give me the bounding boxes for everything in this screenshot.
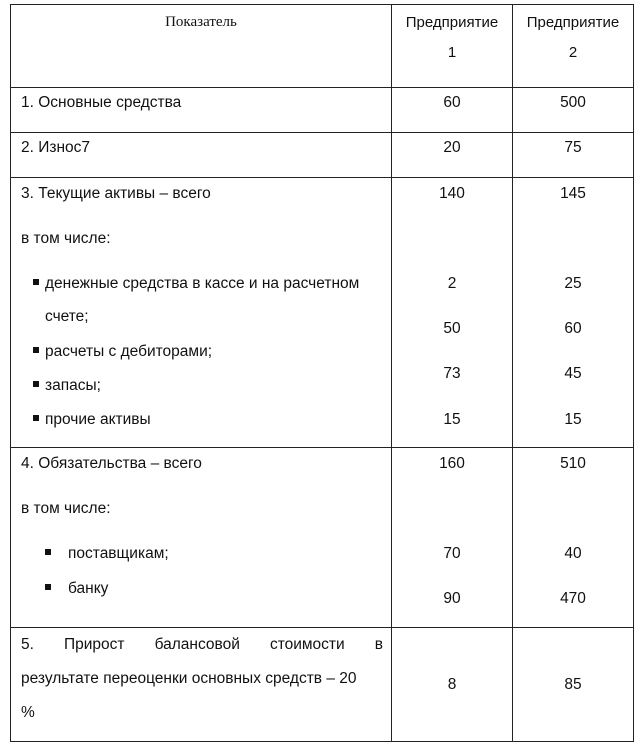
table-header-row	[11, 5, 634, 88]
row-depreciation-v1-cell	[392, 133, 513, 178]
table-row	[11, 133, 634, 178]
row-current-assets-v2-cell	[513, 178, 634, 448]
current-assets-item-other	[33, 409, 151, 431]
row-revaluation-label-line3: %	[21, 704, 35, 721]
header-enterprise-2-line1: Предприятие	[526, 14, 620, 31]
current-assets-item-cash	[33, 273, 359, 295]
row-revaluation-v2: 85	[564, 676, 582, 693]
row-revaluation-v1: 8	[447, 676, 457, 693]
header-enterprise-1-line1: Предприятие	[405, 14, 499, 31]
current-assets-item-inventory	[33, 375, 101, 397]
liabilities-item-suppliers-label: поставщикам;	[68, 545, 169, 562]
word: Прирост	[64, 636, 125, 653]
table-row	[11, 448, 634, 628]
current-assets-inventory-v2: 45	[564, 365, 582, 382]
current-assets-other-v2: 15	[564, 411, 582, 428]
table-row	[11, 178, 634, 448]
row-revaluation-label-line1	[21, 634, 383, 656]
table-row	[11, 88, 634, 133]
liabilities-item-suppliers	[45, 543, 169, 565]
row-liabilities-including: в том числе:	[21, 500, 111, 517]
row-depreciation-label-cell	[11, 133, 392, 178]
row-liabilities-label-cell	[11, 448, 392, 628]
liabilities-suppliers-v1: 70	[443, 545, 461, 562]
header-enterprise-1	[392, 5, 513, 88]
header-enterprise-1-line2: 1	[447, 44, 457, 61]
row-fixed-assets-label: 1. Основные средства	[21, 94, 182, 111]
header-enterprise-2	[513, 5, 634, 88]
row-current-assets-v1: 140	[439, 185, 465, 202]
row-depreciation-v1: 20	[443, 139, 461, 156]
row-current-assets-v1-cell	[392, 178, 513, 448]
row-current-assets-including: в том числе:	[21, 230, 111, 247]
row-revaluation-label-line2: результате переоценки основных средств – 20	[21, 670, 357, 687]
row-depreciation-v2: 75	[564, 139, 582, 156]
word: в	[374, 636, 383, 653]
bullet-icon	[33, 381, 39, 387]
current-assets-inventory-v1: 73	[443, 365, 461, 382]
row-fixed-assets-v1: 60	[443, 94, 461, 111]
word: 5.	[21, 636, 34, 653]
row-liabilities-v2-cell	[513, 448, 634, 628]
indicators-table	[10, 4, 634, 742]
bullet-icon	[33, 279, 39, 285]
bullet-icon	[45, 584, 51, 590]
current-assets-item-cash-line2: счете;	[45, 308, 89, 325]
row-current-assets-label: 3. Текущие активы – всего	[21, 185, 211, 202]
row-revaluation-v1-cell	[392, 628, 513, 742]
row-liabilities-v1: 160	[439, 455, 465, 472]
row-fixed-assets-v2-cell	[513, 88, 634, 133]
current-assets-debtors-v2: 60	[564, 320, 582, 337]
current-assets-item-debtors-label: расчеты с дебиторами;	[45, 343, 213, 360]
row-fixed-assets-label-cell	[11, 88, 392, 133]
header-enterprise-2-line2: 2	[568, 44, 578, 61]
header-indicator: Показатель	[11, 5, 392, 88]
liabilities-bank-v2: 470	[560, 590, 586, 607]
current-assets-item-inventory-label: запасы;	[45, 377, 101, 394]
current-assets-item-cash-line1: денежные средства в кассе и на расчетном	[45, 275, 360, 292]
row-liabilities-label: 4. Обязательства – всего	[21, 455, 202, 472]
row-liabilities-v2: 510	[560, 455, 586, 472]
liabilities-item-bank-label: банку	[68, 580, 109, 597]
current-assets-cash-v2: 25	[564, 275, 582, 292]
bullet-icon	[33, 415, 39, 421]
current-assets-item-debtors	[33, 341, 212, 363]
bullet-icon	[33, 347, 39, 353]
row-depreciation-label: 2. Износ7	[21, 139, 91, 156]
current-assets-cash-v1: 2	[447, 275, 457, 292]
liabilities-bank-v1: 90	[443, 590, 461, 607]
row-current-assets-label-cell	[11, 178, 392, 448]
word: стоимости	[269, 636, 345, 653]
current-assets-debtors-v1: 50	[443, 320, 461, 337]
current-assets-other-v1: 15	[443, 411, 461, 428]
row-depreciation-v2-cell	[513, 133, 634, 178]
row-revaluation-label	[21, 634, 383, 724]
liabilities-item-bank	[45, 578, 108, 600]
row-current-assets-v2: 145	[560, 185, 586, 202]
row-revaluation-v2-cell	[513, 628, 634, 742]
current-assets-item-other-label: прочие активы	[45, 411, 151, 428]
row-liabilities-v1-cell	[392, 448, 513, 628]
row-fixed-assets-v1-cell	[392, 88, 513, 133]
table-row	[11, 628, 634, 742]
bullet-icon	[45, 549, 51, 555]
liabilities-suppliers-v2: 40	[564, 545, 582, 562]
row-revaluation-label-cell	[11, 628, 392, 742]
word: балансовой	[154, 636, 240, 653]
row-fixed-assets-v2: 500	[560, 94, 586, 111]
